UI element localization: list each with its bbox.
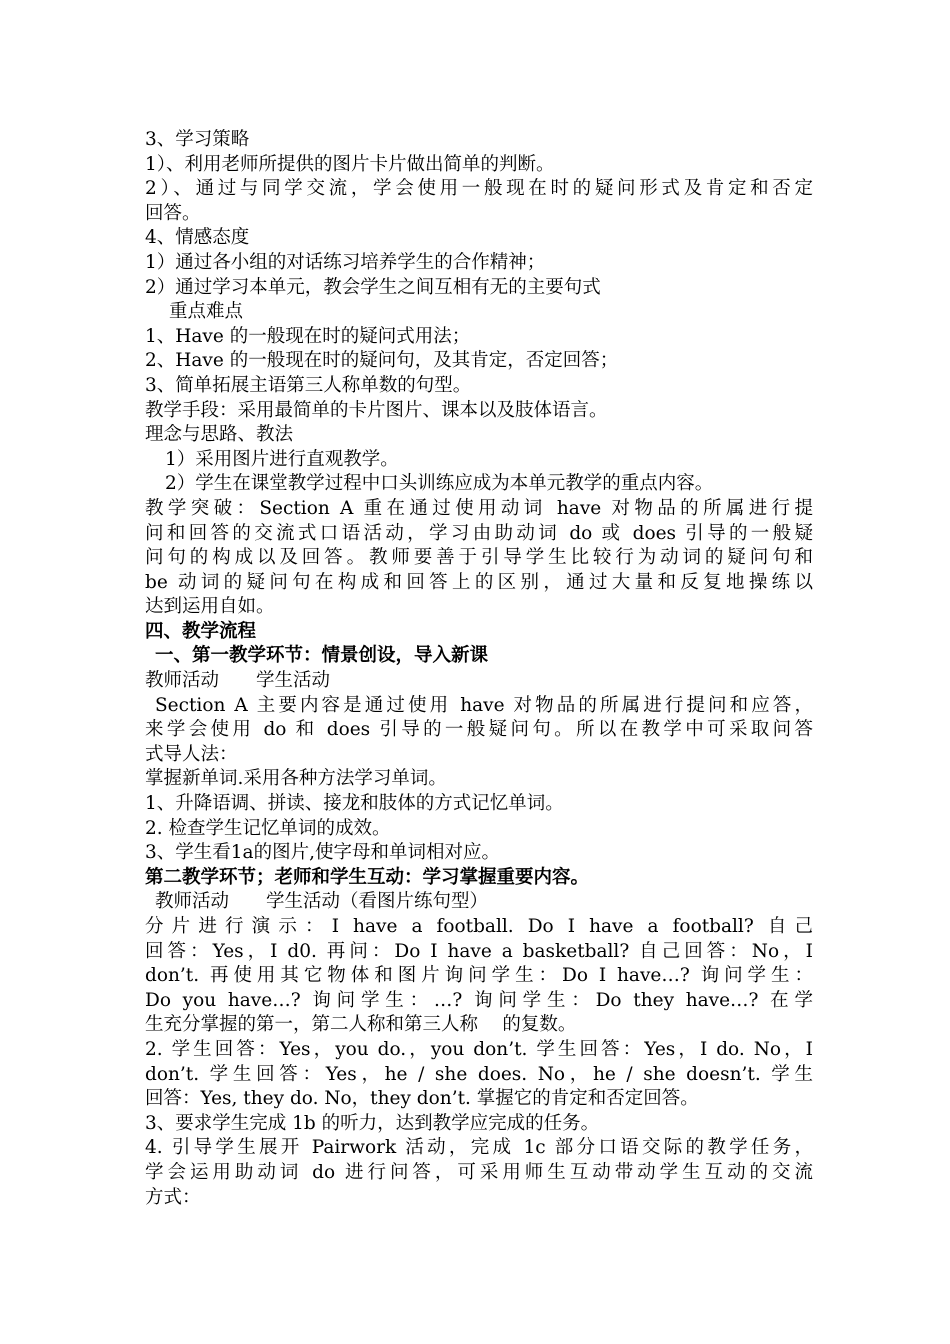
text-line: 3、简单拓展主语第三人称单数的句型。 — [145, 374, 472, 396]
text-line: 3、学生看1a的图片,使字母和单词相对应。 — [145, 842, 500, 864]
text-line: 4、情感态度 — [145, 227, 250, 249]
text-line: 1、升降语调、拼读、接龙和肢体的方式记忆单词。 — [145, 793, 564, 815]
text-line: Section A 主要内容是通过使用 have 对物品的所属进行提问和应答， — [155, 694, 813, 716]
text-line: 教学手段：采用最简单的卡片图片、课本以及肢体语言。 — [145, 399, 608, 421]
section-heading: 理念与思路、教法 — [145, 424, 294, 446]
text-line: 2）、通过与同学交流，学会使用一般现在时的疑问形式及肯定和否定 — [145, 178, 813, 200]
text-line: 4. 引导学生展开 Pairwork 活动，完成 1c 部分口语交际的教学任务， — [145, 1137, 813, 1159]
text-line: 方式： — [145, 1186, 201, 1208]
text-line: 学会运用助动词 do 进行问答，可采用师生互动带动学生互动的交流 — [145, 1161, 813, 1183]
text-line: 掌握新单词.采用各种方法学习单词。 — [145, 768, 447, 790]
text-line: 问句的构成以及回答。教师要善于引导学生比较行为动词的疑问句和 — [145, 547, 813, 569]
text-line: 2、Have 的一般现在时的疑问句，及其肯定，否定回答； — [145, 350, 619, 372]
text-line: 2）通过学习本单元，教会学生之间互相有无的主要句式 — [145, 276, 601, 298]
text-line: 达到运用自如。 — [145, 596, 275, 618]
text-line: 3、学习策略 — [145, 129, 250, 150]
text-line: 教学突破：Section A 重在通过使用动词 have 对物品的所属进行提 — [145, 497, 813, 519]
text-line: 生充分掌握的第一，第二人称和第三人称 的复数。 — [145, 1014, 577, 1036]
text-line: 来学会使用 do 和 does 引导的一般疑问句。所以在教学中可采取问答 — [145, 719, 813, 741]
text-line: don’t. 再使用其它物体和图片询问学生：Do I have…? 询问学生： — [145, 965, 813, 987]
text-line: 回答。 — [145, 202, 201, 224]
text-line: 教师活动 学生活动 — [145, 670, 331, 692]
document-body — [145, 128, 813, 1210]
section-heading: 重点难点 — [169, 301, 244, 323]
text-line: 1、Have 的一般现在时的疑问式用法； — [145, 325, 471, 347]
text-line: 1）通过各小组的对话练习培养学生的合作精神； — [145, 251, 546, 273]
text-line: 式导人法： — [145, 743, 238, 765]
text-line: be 动词的疑问句在构成和回答上的区别，通过大量和反复地操练以 — [145, 571, 813, 593]
text-line: don’t. 学生回答：Yes，he / she does. No，he / she doesn’t. 学生 — [145, 1063, 813, 1085]
text-line: 2. 检查学生记忆单词的成效。 — [145, 817, 391, 839]
section-heading: 第二教学环节；老师和学生互动：学习掌握重要内容。 — [145, 866, 590, 888]
text-line: 分片进行演示：I have a football. Do I have a football? 自己 — [145, 916, 813, 937]
text-line: 3、要求学生完成 1b 的听力，达到教学应完成的任务。 — [145, 1112, 600, 1134]
text-line: 1）、利用老师所提供的图片卡片做出简单的判断。 — [145, 153, 555, 175]
section-heading: 四、教学流程 — [145, 620, 257, 642]
text-line: 2）学生在课堂教学过程中口头训练应成为本单元教学的重点内容。 — [165, 473, 714, 495]
text-line: 回答：Yes, they do. No，they don’t. 掌握它的肯定和否定回答。 — [145, 1088, 699, 1110]
text-line: 1）采用图片进行直观教学。 — [165, 448, 399, 470]
text-line: 教师活动 学生活动（看图片练句型） — [155, 891, 489, 913]
text-line: Do you have…? 询问学生：…? 询问学生：Do they have…? 在学 — [145, 989, 813, 1011]
text-line: 回答：Yes，I d0. 再问：Do I have a basketball? 自己回答：No，I — [145, 940, 813, 962]
text-line: 2. 学生回答：Yes，you do.，you don’t. 学生回答：Yes，I do. No，I — [145, 1038, 813, 1060]
text-line: 问和回答的交流式口语活动，学习由助动词 do 或 does 引导的一般疑 — [145, 522, 813, 544]
section-heading: 一、第一教学环节：情景创设，导入新课 — [155, 645, 489, 667]
